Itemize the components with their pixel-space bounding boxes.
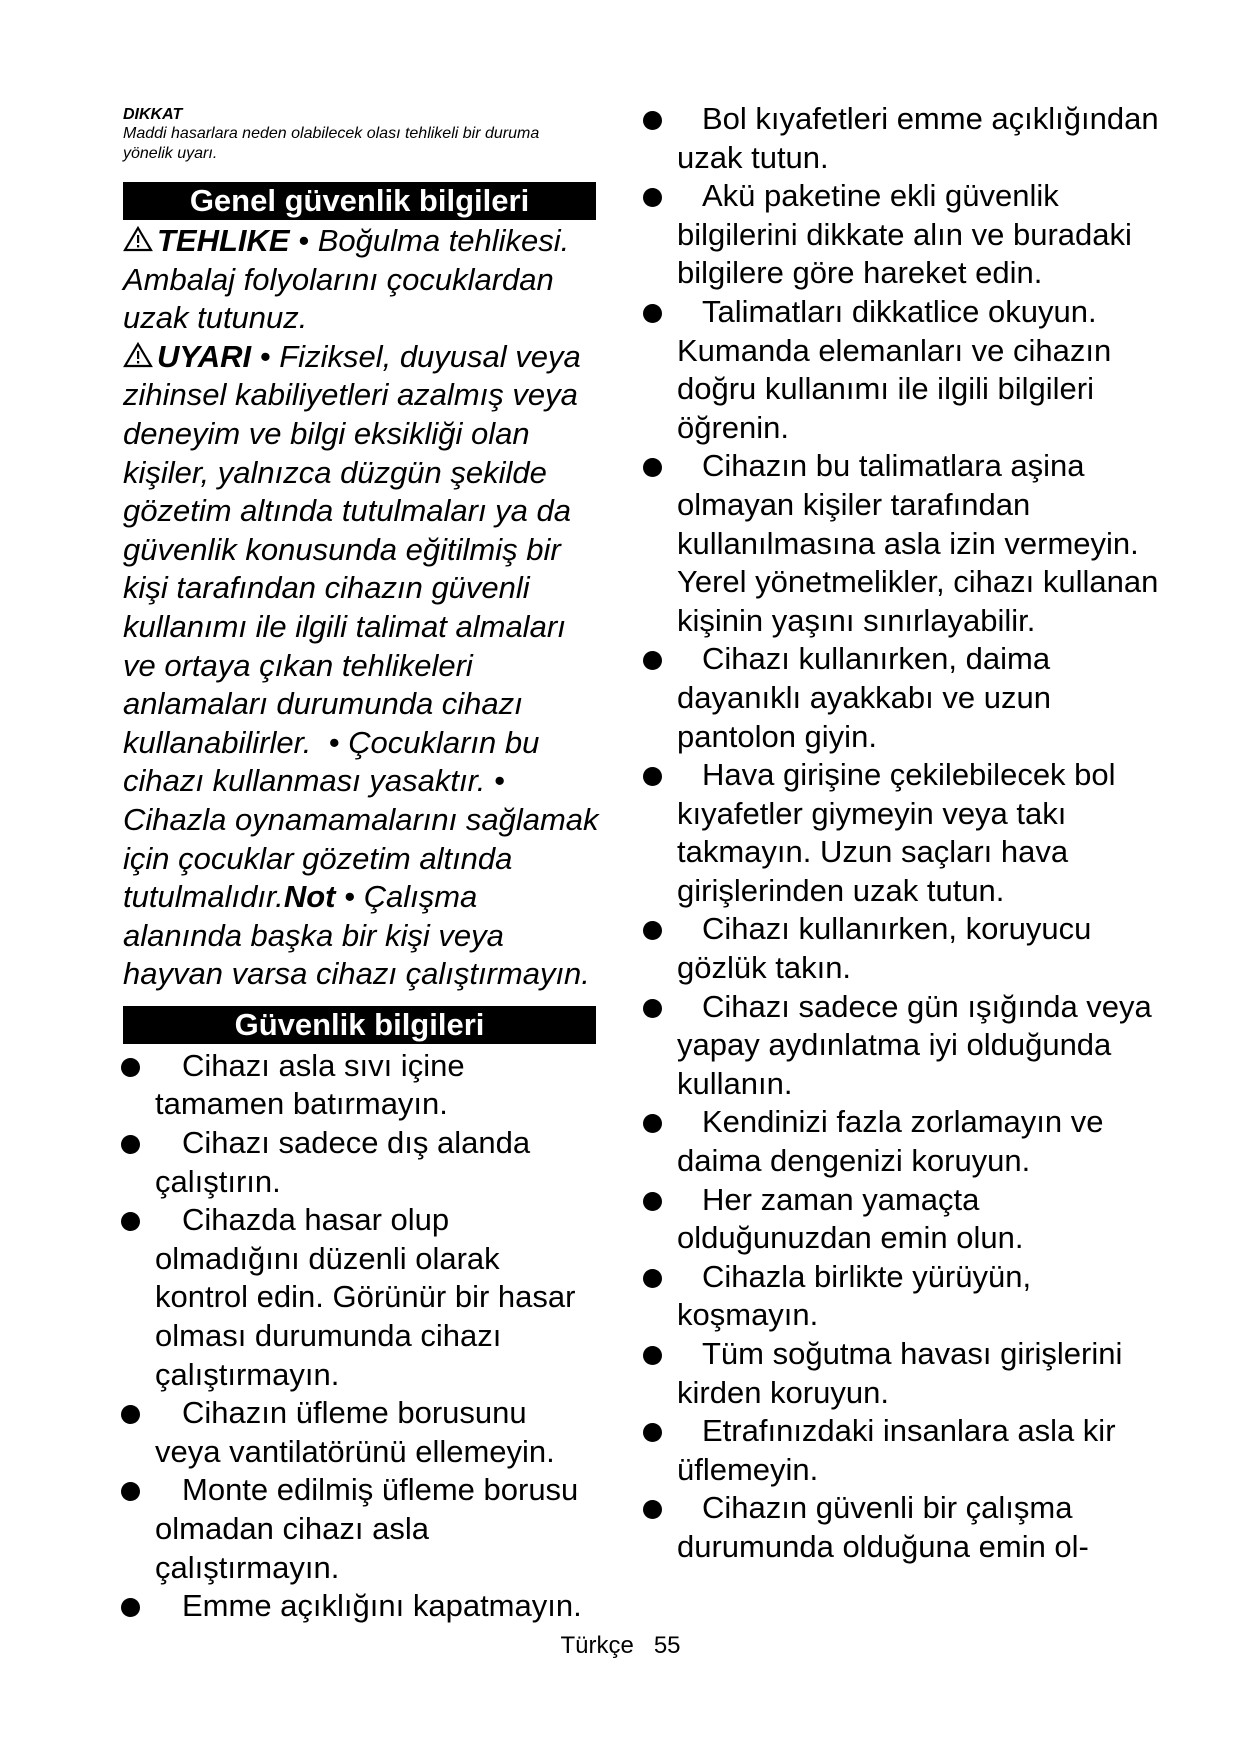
page-number: 55: [653, 1632, 681, 1659]
list-item: Cihazı sadece gün ışığında veya yapay aydınlatma iyi olduğunda kullanın.: [643, 988, 1163, 1104]
not-label: Not: [283, 879, 336, 915]
children-supervision-text: Cihazla oynamamalarını sağlamak için çocuklar gözetim altında tutulmalıdır.: [123, 801, 599, 915]
bullet-icon: [643, 188, 662, 207]
not-text: Çalışma alanında başka bir kişi veya hayvan varsa cihazı çalıştırmayın.: [123, 879, 590, 992]
page-footer: [0, 1632, 1241, 1660]
section-heading-safety: Güvenlik bilgileri: [123, 1006, 596, 1044]
bullet-icon: [643, 111, 662, 130]
list-item: Tüm soğutma havası girişlerini kirden koruyun.: [643, 1335, 1163, 1412]
list-item: Cihazın güvenli bir çalışma durumunda olduğuna emin ol-: [643, 1489, 1163, 1566]
list-item: Cihazı kullanırken, koruyucu gözlük takın.: [643, 910, 1163, 987]
list-item: Bol kıyafetleri emme açıklığından uzak tutun.: [643, 100, 1163, 177]
list-item: Cihazda hasar olup olmadığını düzenli olarak kontrol edin. Görünür bir hasar olması durumunda cihazı çalıştırmayın.: [123, 1201, 599, 1394]
uyari-text: Fiziksel, duyusal veya zihinsel kabiliyetleri azalmış veya deneyim ve bilgi eksikliği olan kişiler, yalnızca düzgün şekilde gözetim altında tutulmaları ya da güvenlik konusunda eğitilmiş bir kişi tarafından cihazın güvenli kullanımı ile ilgili talimat almaları ve ortaya çıkan tehlikeleri anlamaları durumunda cihazı kullanabilirler.: [123, 338, 581, 760]
tehlike-label: TEHLIKE: [157, 223, 290, 258]
footer-language: Türkçe: [560, 1632, 634, 1659]
list-item: Akü paketine ekli güvenlik bilgilerini dikkate alın ve buradaki bilgilere göre hareket edin.: [643, 177, 1163, 293]
uyari-label: UYARI: [157, 338, 252, 374]
list-item: Cihazı sadece dış alanda çalıştırın.: [123, 1124, 599, 1201]
list-item: Kendinizi fazla zorlamayın ve daima dengenizi koruyun.: [643, 1103, 1163, 1180]
left-column: [123, 106, 599, 1626]
bullet-icon: [643, 767, 662, 786]
bullet-icon: [121, 1058, 140, 1077]
list-item: Cihazla birlikte yürüyün, koşmayın.: [643, 1258, 1163, 1335]
safety-list-left: [123, 1047, 599, 1626]
bullet-icon: [121, 1405, 140, 1424]
dikkat-text: Maddi hasarlara neden olabilecek olası tehlikeli bir duruma yönelik uyarı.: [123, 125, 540, 162]
safety-list-right: [643, 100, 1163, 1567]
list-item: Cihazı asla sıvı içine tamamen batırmayın.: [123, 1047, 599, 1124]
list-item: Her zaman yamaçta olduğunuzdan emin olun.: [643, 1181, 1163, 1258]
list-item: Etrafınızdaki insanlara asla kir üflemeyin.: [643, 1412, 1163, 1489]
bullet-icon: [121, 1212, 140, 1231]
tehlike-paragraph: TEHLIKE • Boğulma tehlikesi. Ambalaj folyolarını çocuklardan uzak tutunuz.: [123, 223, 570, 336]
bullet-icon: [121, 1482, 140, 1501]
uyari-paragraph: UYARI • Fiziksel, duyusal veya zihinsel kabiliyetleri azalmış veya deneyim ve bilgi eksikliği olan kişiler, yalnızca düzgün şekilde gözetim altında tutulmaları ya da güvenlik konusunda eğitilmiş bir kişi tarafından cihazın güvenli kullanımı ile ilgili talimat almaları ve ortaya çıkan tehlikeleri anlamaları durumunda cihazı kullanabilirler. • Çocukların bu cihazı kullanması yasaktır. • Cihazla oynamamalarını sağlamak için çocuklar gözetim altında tutulmalıdır.Not • Çalışma alanında başka bir kişi veya hayvan varsa cihazı çalıştırmayın.: [123, 338, 599, 992]
bullet-icon: [643, 651, 662, 670]
warning-triangle-icon: [123, 342, 153, 368]
list-item: Cihazın üfleme borusunu veya vantilatörünü ellemeyin.: [123, 1394, 599, 1471]
section-heading-general: Genel güvenlik bilgileri: [123, 182, 596, 220]
bullet-icon: [643, 1192, 662, 1211]
list-item: Monte edilmiş üfleme borusu olmadan cihazı asla çalıştırmayın.: [123, 1471, 599, 1587]
bullet-icon: [643, 999, 662, 1018]
list-item: Hava girişine çekilebilecek bol kıyafetler giymeyin veya takı takmayın. Uzun saçları hava girişlerinden uzak tutun.: [643, 756, 1163, 910]
list-item: Cihazı kullanırken, daima dayanıklı ayakkabı ve uzun pantolon giyin.: [643, 640, 1163, 756]
right-column: [643, 100, 1163, 1567]
bullet-icon: [121, 1135, 140, 1154]
warning-block: [123, 222, 599, 994]
bullet-icon: [643, 921, 662, 940]
children-prohibited-text: Çocukların bu cihazı kullanması yasaktır.: [123, 724, 540, 799]
bullet-icon: [643, 1114, 662, 1133]
list-item: Cihazın bu talimatlara aşina olmayan kişiler tarafından kullanılmasına asla izin vermeyin. Yerel yönetmelikler, cihazı kullanan kişinin yaşını sınırlayabilir.: [643, 447, 1163, 640]
list-item: Talimatları dikkatlice okuyun. Kumanda elemanları ve cihazın doğru kullanımı ile ilgili bilgileri öğrenin.: [643, 293, 1163, 447]
tehlike-text: Boğulma tehlikesi. Ambalaj folyolarını çocuklardan uzak tutunuz.: [123, 223, 570, 336]
bullet-icon: [121, 1598, 140, 1617]
warning-triangle-icon: [123, 226, 153, 252]
bullet-icon: [643, 458, 662, 477]
bullet-icon: [643, 1423, 662, 1442]
bullet-icon: [643, 304, 662, 323]
bullet-icon: [643, 1346, 662, 1365]
bullet-icon: [643, 1500, 662, 1519]
dikkat-title: DIKKAT: [123, 106, 183, 123]
list-item: Emme açıklığını kapatmayın.: [123, 1587, 599, 1626]
bullet-icon: [643, 1269, 662, 1288]
